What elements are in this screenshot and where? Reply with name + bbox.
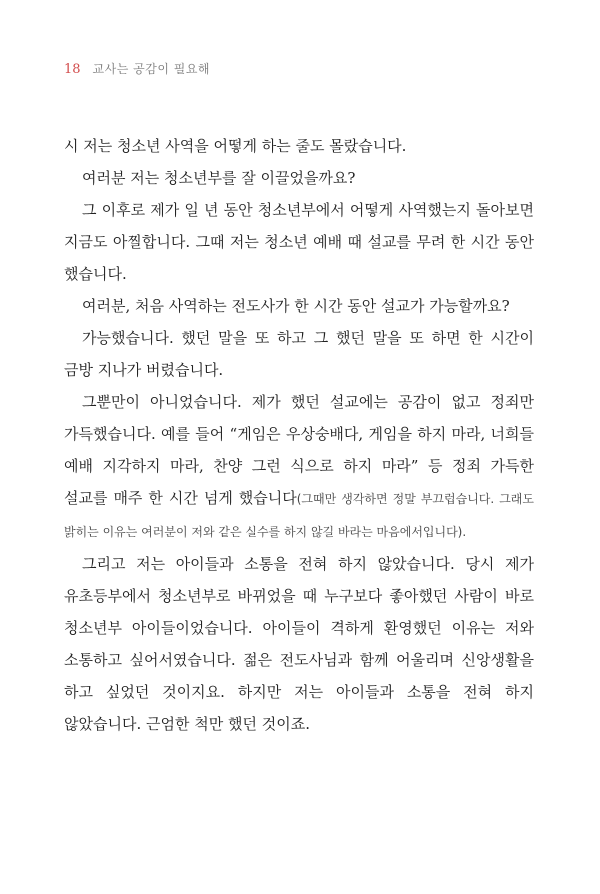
paragraph: [64, 548, 534, 740]
running-header: [64, 60, 210, 80]
paragraph-text: 여러분, 처음 사역하는 전도사가 한 시간 동안 설교가 가능할까요?: [82, 297, 510, 315]
paragraph-text: 그 이후로 제가 일 년 동안 청소년부에서 어떻게 사역했는지 돌아보면 지금도 아찔합니다. 그때 저는 청소년 예배 때 설교를 무려 한 시간 동안 했습니다.: [64, 201, 534, 283]
paragraph: [64, 162, 534, 194]
paragraph-text: 여러분 저는 청소년부를 잘 이끌었을까요?: [82, 169, 356, 187]
paragraph: [64, 194, 534, 290]
paragraph-text: 그뿐만이 아니었습니다. 제가 했던 설교에는 공감이 없고 정죄만 가득했습니다. 예를 들어 “게임은 우상숭배다, 게임을 하지 마라, 너희들 예배 지각하지 마라, 찬양 그런 식으로 하지 마라” 등 정죄 가득한 설교를 매주 한 시간 넘게 했습니다: [64, 393, 534, 507]
paragraph: [64, 290, 534, 322]
book-title: 교사는 공감이 필요해: [92, 62, 211, 76]
paragraph: [64, 386, 534, 548]
paragraph: [64, 130, 534, 162]
parenthetical-note: (그때만 생각하면 정말 부끄럽습니다. 그래도 밝히는 이유는 여러분이 저와 같은 실수를 하지 않길 바라는 마음에서입니다).: [64, 492, 534, 539]
paragraph-text: 시 저는 청소년 사역을 어떻게 하는 줄도 몰랐습니다.: [64, 137, 407, 155]
paragraph-text: 가능했습니다. 했던 말을 또 하고 그 했던 말을 또 하면 한 시간이 금방 지나가 버렸습니다.: [64, 329, 534, 379]
page-number: 18: [64, 62, 81, 77]
paragraph-text: 그리고 저는 아이들과 소통을 전혀 하지 않았습니다. 당시 제가 유초등부에서 청소년부로 바뀌었을 때 누구보다 좋아했던 사람이 바로 청소년부 아이들이었습니다. 아이들이 격하게 환영했던 이유는 저와 소통하고 싶어서였습니다. 젊은 전도사님과 함께 어울리며 신앙생활을 하고 싶었던 것이지요. 하지만 저는 아이들과 소통을 전혀 하지 않았습니다. 근엄한 척만 했던 것이죠.: [64, 555, 534, 733]
paragraph: [64, 322, 534, 386]
body-text: [64, 130, 534, 740]
